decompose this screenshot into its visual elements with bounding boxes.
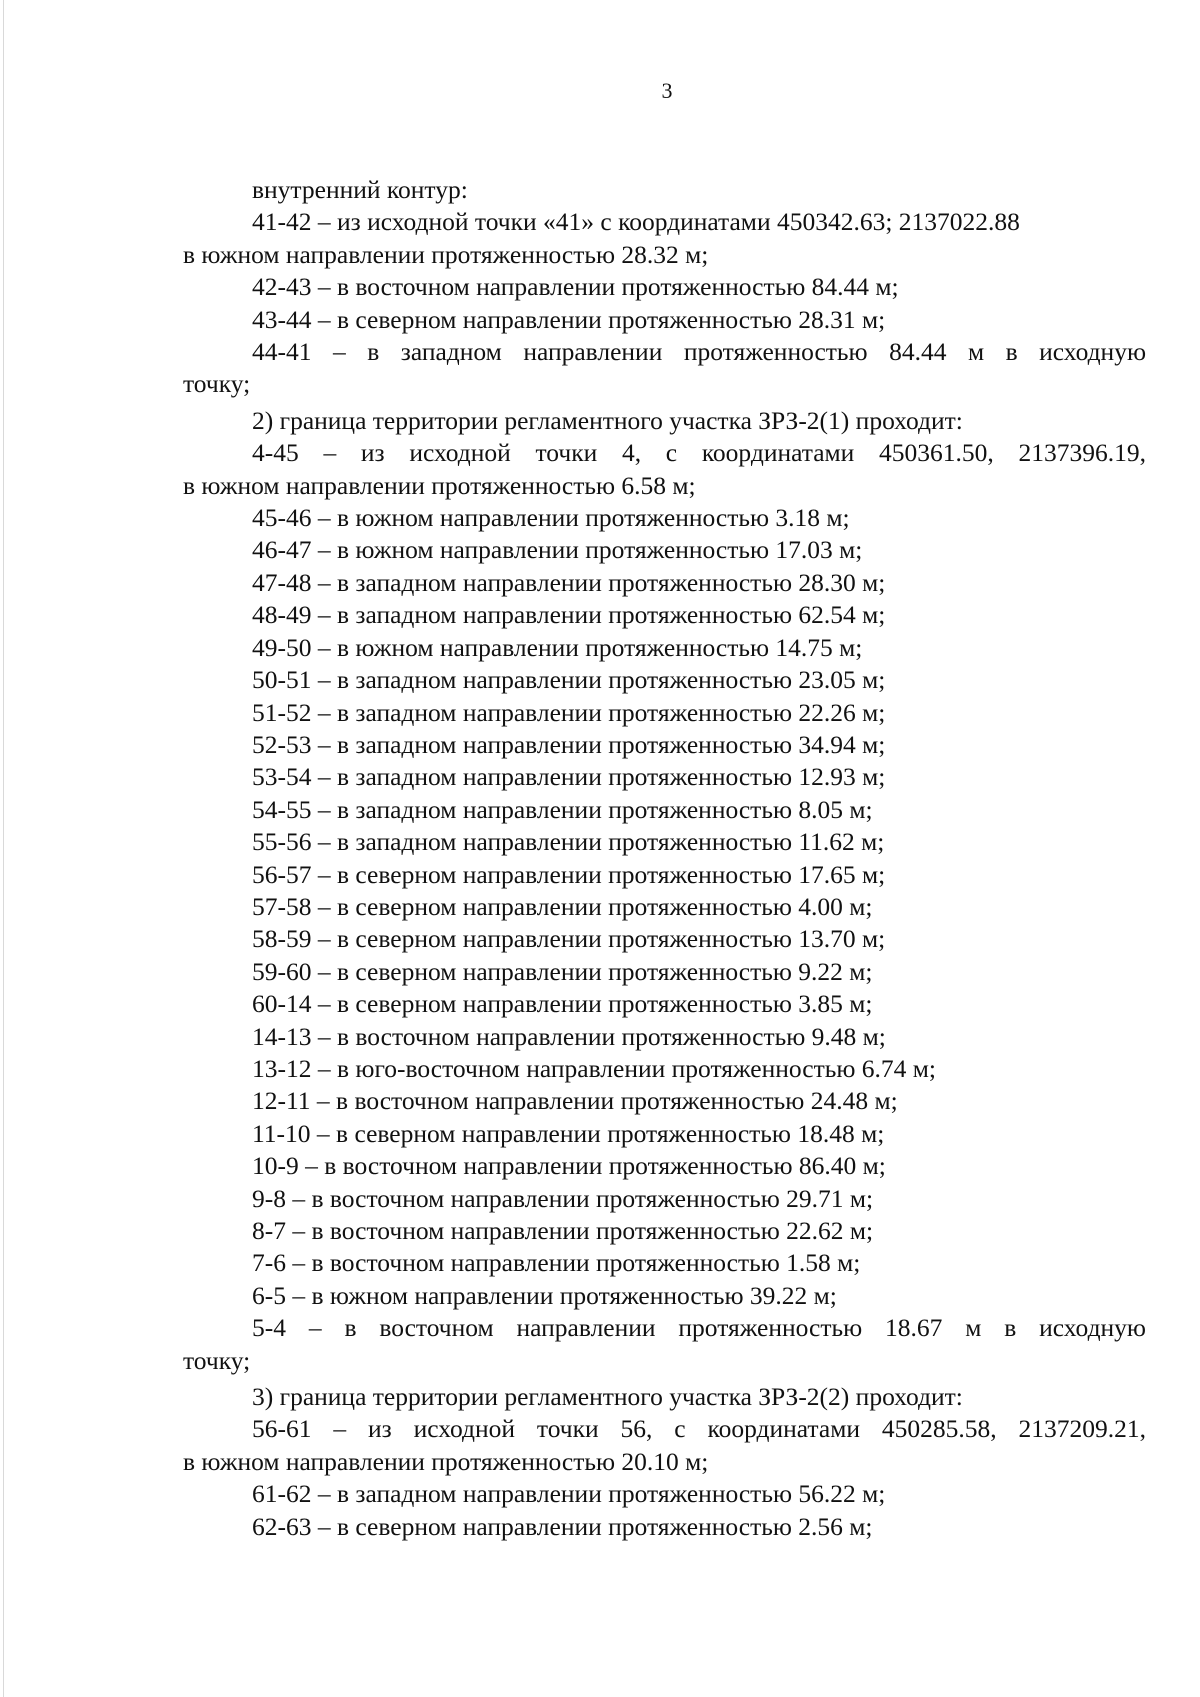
boundary-line: 59-60 – в северном направлении протяженностью 9.22 м; <box>252 956 873 986</box>
boundary-line: 10-9 – в восточном направлении протяженностью 86.40 м; <box>252 1151 886 1181</box>
boundary-line: 62-63 – в северном направлении протяженностью 2.56 м; <box>252 1511 873 1541</box>
page-number: 3 <box>661 78 673 103</box>
boundary-line: 7-6 – в восточном направлении протяженностью 1.58 м; <box>252 1248 861 1278</box>
boundary-line: 57-58 – в северном направлении протяженностью 4.00 м; <box>252 891 873 921</box>
boundary-line: 52-53 – в западном направлении протяженностью 34.94 м; <box>252 729 886 759</box>
boundary-line: 53-54 – в западном направлении протяженностью 12.93 м; <box>252 762 886 792</box>
boundary-line-continuation: в южном направлении протяженностью 6.58 м; <box>183 470 696 500</box>
boundary-line: 9-8 – в восточном направлении протяженностью 29.71 м; <box>252 1183 874 1213</box>
boundary-line: 49-50 – в южном направлении протяженностью 14.75 м; <box>252 632 863 662</box>
boundary-line: 56-57 – в северном направлении протяженностью 17.65 м; <box>252 859 886 889</box>
boundary-line: 48-49 – в западном направлении протяженностью 62.54 м; <box>252 600 886 630</box>
boundary-line: 61-62 – в западном направлении протяженностью 56.22 м; <box>252 1479 886 1509</box>
boundary-line-continuation: точку; <box>183 1345 251 1375</box>
boundary-line: 4-45 – из исходной точки 4, с координатами 450361.50, 2137396.19, <box>252 438 1146 468</box>
boundary-line: 43-44 – в северном направлении протяженностью 28.31 м; <box>252 304 886 334</box>
boundary-line: 60-14 – в северном направлении протяженностью 3.85 м; <box>252 989 873 1019</box>
boundary-line: 12-11 – в восточном направлении протяженностью 24.48 м; <box>252 1086 898 1116</box>
boundary-line: 6-5 – в южном направлении протяженностью 39.22 м; <box>252 1280 837 1310</box>
boundary-line: 58-59 – в северном направлении протяженностью 13.70 м; <box>252 924 886 954</box>
boundary-line: 46-47 – в южном направлении протяженностью 17.03 м; <box>252 535 863 565</box>
boundary-line: 8-7 – в восточном направлении протяженностью 22.62 м; <box>252 1216 874 1245</box>
boundary-line: 11-10 – в северном направлении протяженностью 18.48 м; <box>252 1118 885 1148</box>
boundary-line-continuation: в южном направлении протяженностью 20.10 м; <box>183 1446 709 1476</box>
section-heading: 3) граница территории регламентного участка ЗРЗ-2(2) проходит: <box>252 1382 963 1412</box>
section-heading: 2) граница территории регламентного участка ЗРЗ-2(1) проходит: <box>252 405 963 435</box>
boundary-line: 13-12 – в юго-восточном направлении протяженностью 6.74 м; <box>252 1053 937 1083</box>
boundary-line: 14-13 – в восточном направлении протяженностью 9.48 м; <box>252 1021 886 1051</box>
document-body <box>183 174 1146 1543</box>
boundary-line: 47-48 – в западном направлении протяженностью 28.30 м; <box>252 567 886 597</box>
boundary-line-continuation: точку; <box>183 369 251 399</box>
boundary-line: 54-55 – в западном направлении протяженностью 8.05 м; <box>252 794 873 824</box>
section-heading: внутренний контур: <box>252 175 468 204</box>
boundary-line: 41-42 – из исходной точки «41» с координатами 450342.63; 2137022.88 <box>252 207 1020 237</box>
boundary-line: 56-61 – из исходной точки 56, с координатами 450285.58, 2137209.21, <box>252 1414 1146 1444</box>
scan-edge-line <box>3 0 4 1697</box>
boundary-line: 44-41 – в западном направлении протяженностью 84.44 м в исходную <box>252 337 1146 367</box>
boundary-line: 50-51 – в западном направлении протяженностью 23.05 м; <box>252 665 886 695</box>
boundary-line: 5-4 – в восточном направлении протяженностью 18.67 м в исходную <box>252 1313 1146 1343</box>
boundary-line-continuation: в южном направлении протяженностью 28.32 м; <box>183 239 709 269</box>
boundary-line: 51-52 – в западном направлении протяженностью 22.26 м; <box>252 697 886 727</box>
boundary-line: 45-46 – в южном направлении протяженностью 3.18 м; <box>252 503 850 533</box>
boundary-line: 55-56 – в западном направлении протяженностью 11.62 м; <box>252 827 885 857</box>
boundary-line: 42-43 – в восточном направлении протяженностью 84.44 м; <box>252 272 899 302</box>
